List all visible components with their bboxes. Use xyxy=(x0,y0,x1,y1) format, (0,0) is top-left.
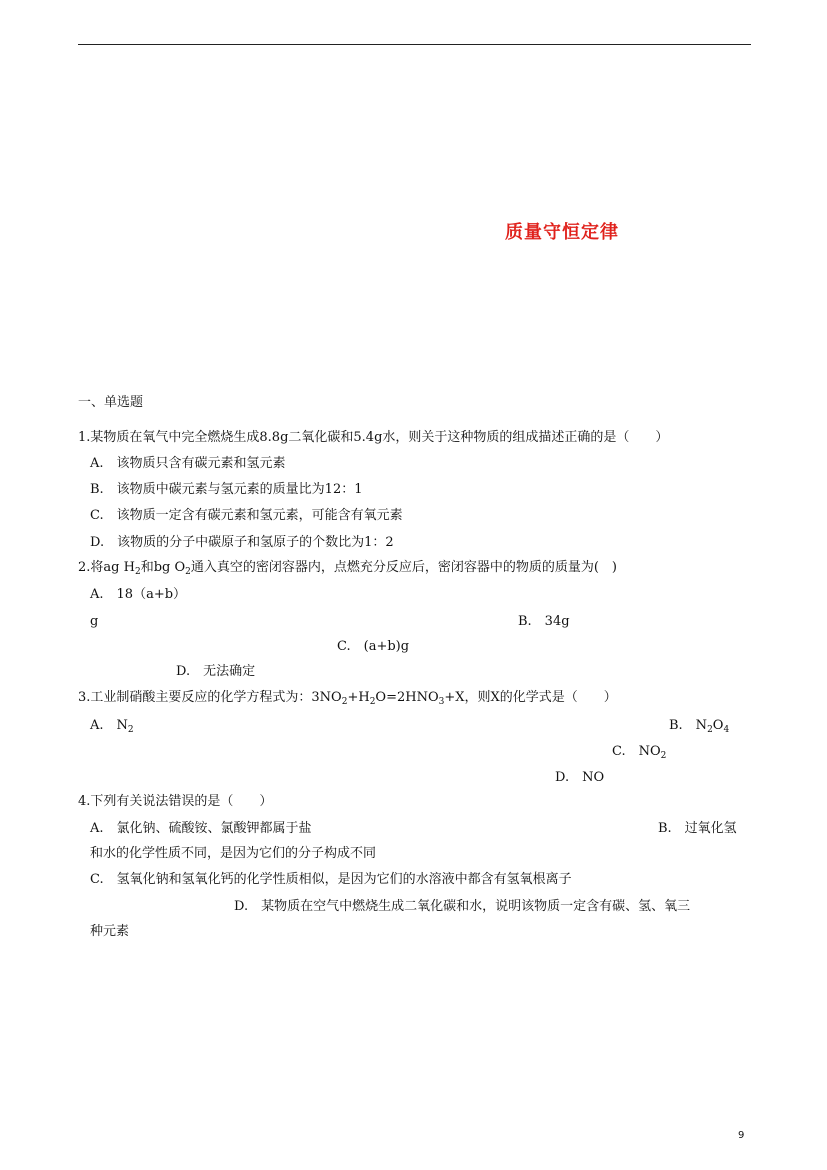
q2-stem-mid: 和bg O xyxy=(140,560,186,575)
q3-stem-pre: 3.工业制硝酸主要反应的化学方程式为：3NO xyxy=(78,690,342,705)
q3-option-b-text: B. N xyxy=(669,718,708,733)
page-title: 质量守恒定律 xyxy=(505,222,619,243)
q3-option-b-sub2: 4 xyxy=(723,725,730,735)
header-rule xyxy=(78,44,751,45)
q1-option-a: A. 该物质只含有碳元素和氢元素 xyxy=(90,456,286,471)
page-number: 9 xyxy=(738,1130,745,1141)
q3-sub-1: 2 xyxy=(341,697,348,707)
q3-option-c-sub: 2 xyxy=(660,751,667,761)
q3-option-d: D. NO xyxy=(555,770,605,785)
q2-stem-post: 通入真空的密闭容器内，点燃充分反应后，密闭容器中的物质的质量为( ) xyxy=(190,560,618,575)
q3-stem-m1: +H xyxy=(347,690,370,705)
q4-option-b-line2: 和水的化学性质不同，是因为它们的分子构成不同 xyxy=(90,846,377,861)
q3-option-a-text: A. N xyxy=(90,718,128,733)
q3-sub-2: 2 xyxy=(369,697,376,707)
q2-option-a-unit: g xyxy=(90,614,99,629)
section-heading: 一、单选题 xyxy=(78,395,144,410)
q3-option-c xyxy=(612,743,666,761)
q4-option-b-line1: B. 过氧化氢 xyxy=(658,821,737,836)
q3-option-c-text: C. NO xyxy=(612,744,661,759)
q2-option-a: A. 18（a+b） xyxy=(90,587,187,602)
q2-option-d: D. 无法确定 xyxy=(176,664,256,679)
q3-sub-3: 3 xyxy=(438,697,445,707)
q3-option-a xyxy=(90,717,134,735)
q1-option-c: C. 该物质一定含有碳元素和氢元素，可能含有氧元素 xyxy=(90,508,403,523)
q4-stem: 4.下列有关说法错误的是（ ） xyxy=(78,794,273,809)
q3-option-b-mid: O xyxy=(712,718,724,733)
q4-option-a: A. 氯化钠、硫酸铵、氯酸钾都属于盐 xyxy=(90,821,312,836)
q3-stem-post: +X，则X的化学式是（ ） xyxy=(444,690,617,705)
q2-sub-2: 2 xyxy=(185,567,191,577)
q3-stem-m2: O=2HNO xyxy=(375,690,439,705)
q2-sub-1: 2 xyxy=(134,567,141,577)
q2-option-c: C. (a+b)g xyxy=(337,639,410,654)
q2-stem-pre: 2.将ag H xyxy=(78,560,135,575)
q1-option-b: B. 该物质中碳元素与氢元素的质量比为12：1 xyxy=(90,482,363,497)
q4-option-d-line2: 种元素 xyxy=(90,924,130,939)
q3-stem xyxy=(78,689,617,707)
q1-option-d: D. 该物质的分子中碳原子和氢原子的个数比为1：2 xyxy=(90,535,394,550)
q4-option-d-line1: D. 某物质在空气中燃烧生成二氧化碳和水，说明该物质一定含有碳、氢、氧三 xyxy=(234,899,691,914)
q4-option-c: C. 氢氧化钠和氢氧化钙的化学性质相似，是因为它们的水溶液中都含有氢氧根离子 xyxy=(90,872,572,887)
q2-option-b: B. 34g xyxy=(518,614,570,629)
q1-stem: 1.某物质在氧气中完全燃烧生成8.8g二氧化碳和5.4g水，则关于这种物质的组成描述正确的是（ ） xyxy=(78,430,669,445)
q3-option-b-sub1: 2 xyxy=(707,725,713,735)
q3-option-b xyxy=(669,717,729,735)
q2-stem xyxy=(78,559,617,577)
q3-option-a-sub: 2 xyxy=(127,725,134,735)
